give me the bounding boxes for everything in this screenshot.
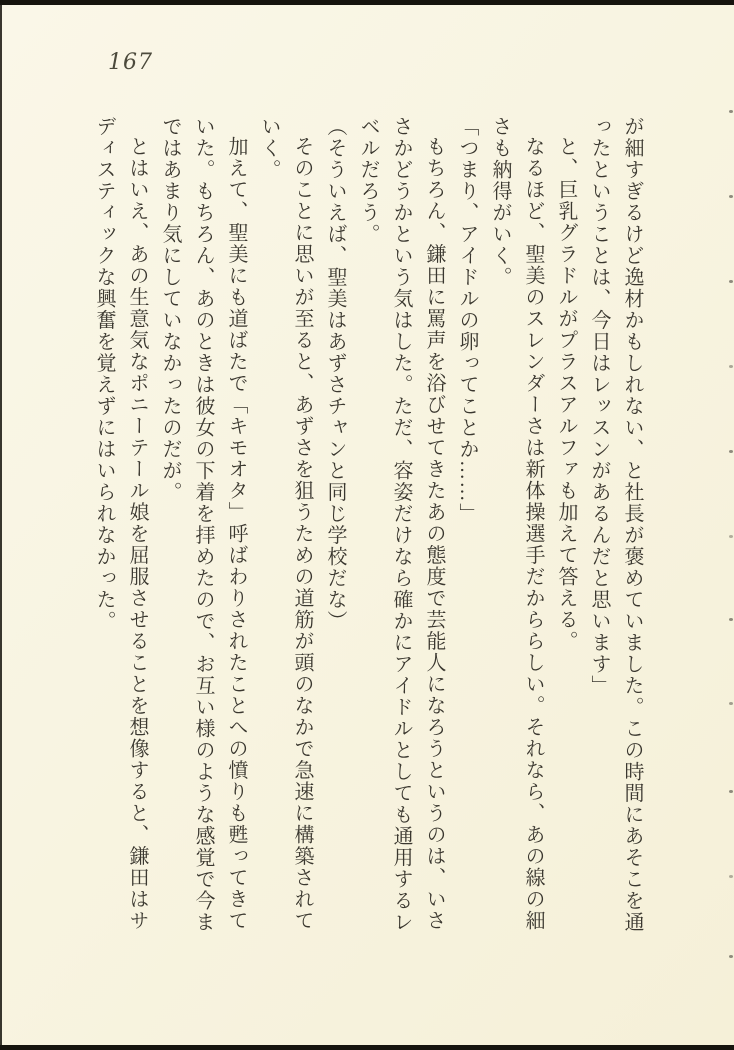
scan-speck	[729, 195, 733, 198]
body-paragraph: なるほど、聖美のスレンダーさは新体操選手だかららしい。それなら、あの線の細さも納得がいく。	[489, 116, 544, 932]
body-paragraph: と、巨乳グラドルがプラスアルファも加えて答える。	[555, 136, 577, 652]
body-paragraph: とはいえ、あの生意気なポニーテール娘を屈服させることを想像すると、鎌田はサディスティックな興奮を覚えずにはいられなかった。	[93, 116, 148, 932]
scan-speck	[729, 618, 733, 621]
vertical-text-block	[87, 116, 648, 936]
scan-speck	[729, 790, 733, 793]
body-paragraph: そのことに思いが至ると、あずさを狙うための道筋が頭のなかで急速に構築されていく。	[258, 116, 313, 932]
scan-edge-specks	[726, 0, 734, 1050]
body-paragraph: 「つまり、アイドルの卵ってことか……」	[456, 116, 478, 525]
scan-speck	[729, 702, 733, 705]
body-paragraph: が細すぎるけど逸材かもしれない、と社長が褒めていました。この時間にあそこを通ったということは、今日はレッスンがあるんだと思います」	[588, 116, 643, 933]
scan-speck	[729, 955, 733, 958]
body-paragraph: もちろん、鎌田に罵声を浴びせてきたあの態度で芸能人になろうというのは、いささかどうかという気はした。ただ、容姿だけなら確かにアイドルとしても通用するレベルだろう。	[357, 116, 445, 933]
page-frame-left	[0, 0, 2, 1050]
page-number: 167	[108, 50, 153, 75]
scan-speck	[729, 365, 733, 368]
scan-speck	[729, 280, 733, 283]
scan-speck	[729, 110, 733, 113]
scan-speck	[729, 875, 733, 878]
body-paragraph: （そういえば、聖美はあずさチャンと同じ学校だな）	[324, 116, 346, 632]
body-paragraph: 加えて、聖美にも道ばたで「キモオタ」呼ばわりされたことへの憤りも甦ってきていた。もちろん、あのときは彼女の下着を拝めたので、お互い様のような感覚で今まではあまり気にしていなかったのだが。	[159, 116, 247, 933]
scan-speck	[729, 450, 733, 453]
page-frame-bottom	[0, 1045, 734, 1050]
page-frame-top	[0, 0, 734, 5]
scan-speck	[729, 535, 733, 538]
